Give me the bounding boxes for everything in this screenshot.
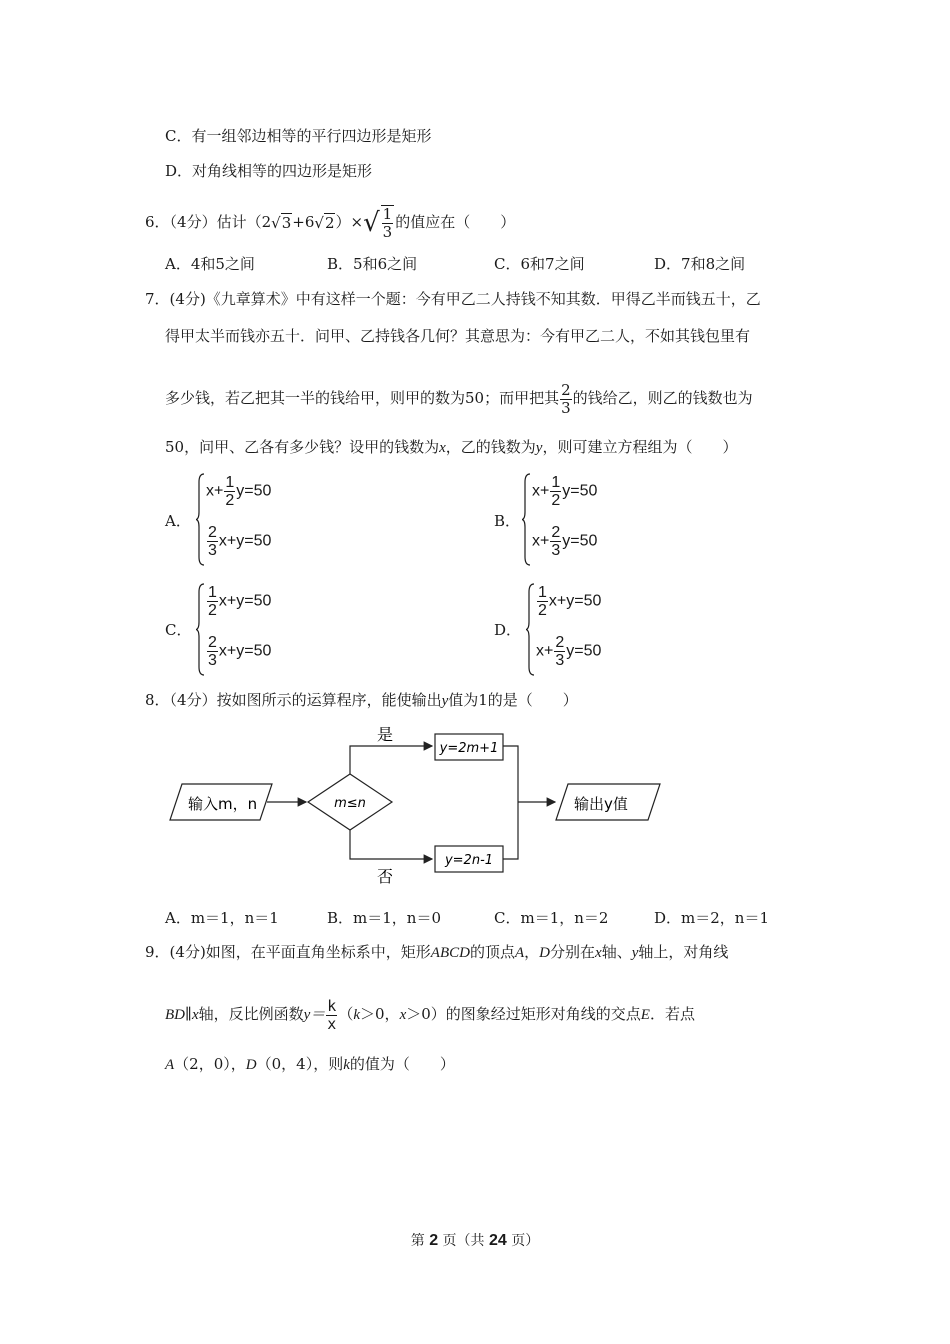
- flow-output-label: 输出y值: [574, 795, 628, 813]
- q9-text: 轴、: [601, 943, 632, 961]
- q7-label-b: B．: [494, 512, 521, 530]
- sqrt-2: √2: [314, 214, 335, 232]
- q9-text: 9．(4分)如图，在平面直角坐标系中，矩形: [145, 943, 431, 961]
- q5-option-d: D．对角线相等的四边形是矩形: [165, 162, 373, 180]
- q7-line-2: 得甲太半而钱亦五十．问甲、乙持钱各几何？其意思为：今有甲乙二人，不如其钱包里有: [165, 327, 751, 345]
- q7-system-a: [196, 472, 316, 567]
- q7-label-a: A．: [165, 512, 191, 530]
- q9-text: ＞0）的图象经过矩形对角线的交点: [406, 1005, 641, 1023]
- footer-text: 第: [410, 1233, 430, 1249]
- flow-yes-formula: y=2m+1: [439, 741, 499, 756]
- fraction-two-thirds: $\frac{2}{3}$: [561, 380, 571, 417]
- q7-line-4: [165, 437, 737, 458]
- q9-var-x: x: [399, 1007, 407, 1023]
- flow-no-formula: y=2n-1: [444, 853, 494, 868]
- q6-option-c: C．6和7之间: [494, 255, 585, 273]
- q9-bd: BD: [165, 1007, 185, 1023]
- q9-text: 分别在: [550, 943, 596, 961]
- brace-icon: [526, 582, 536, 677]
- q9-parallel: ∥: [185, 1005, 192, 1023]
- q9-text: 轴上，对角线: [638, 943, 729, 961]
- q9-point-a: A: [165, 1057, 175, 1073]
- q7-d-eq1: $\frac{1}{2}$ x+y=50: [538, 584, 602, 619]
- q9-point-e: E: [640, 1007, 650, 1023]
- q8-stem-a: 8．（4分）按如图所示的运算程序，能使输出: [145, 691, 442, 709]
- q6-option-d: D．7和8之间: [654, 255, 746, 273]
- q9-point-d: D: [539, 945, 551, 961]
- footer-text: 页）: [506, 1233, 540, 1249]
- q9-line-3: [165, 1054, 455, 1075]
- q8-stem-b: 值为1的是（ ）: [448, 691, 578, 709]
- q9-text: （2，0），: [174, 1055, 246, 1073]
- sqrt-fraction: √ $\frac{1}{3}$: [363, 205, 393, 241]
- q7-line-1: 7．(4分)《九章算术》中有这样一个题：今有甲乙二人持钱不知其数．甲得乙半而钱五十，乙: [145, 290, 761, 308]
- q9-text: 的顶点: [469, 943, 515, 961]
- brace-icon: [196, 582, 206, 677]
- q6-number: 6．: [145, 213, 170, 231]
- q5-option-c: C．有一组邻边相等的平行四边形是矩形: [165, 127, 432, 145]
- q9-text: （: [338, 1005, 354, 1023]
- flow-input-label: 输入m，n: [188, 795, 258, 813]
- q7-line-4a: 50，问甲、乙各有多少钱？设甲的钱数为: [165, 438, 440, 456]
- flowchart: [160, 722, 670, 892]
- fraction-k-over-x: $\frac{k}{x}$: [327, 996, 337, 1033]
- q7-label-d: D．: [494, 621, 522, 639]
- q6-text-plus: +6: [292, 213, 315, 231]
- q9-var-k: k: [343, 1057, 350, 1073]
- q7-d-eq2: x+ $\frac{2}{3}$ y=50: [536, 634, 602, 669]
- q8-stem: [145, 690, 578, 711]
- q7-line-4b: ，乙的钱数为: [445, 438, 536, 456]
- flow-condition: m≤n: [334, 796, 366, 811]
- q6-text-times: ）×: [335, 213, 364, 231]
- q9-text: 轴，反比例函数: [198, 1005, 304, 1023]
- q9-line-2: [165, 994, 695, 1035]
- q9-point-d: D: [245, 1057, 257, 1073]
- q7-system-d: [526, 582, 646, 677]
- q7-a-eq2: $\frac{2}{3}$ x+y=50: [208, 524, 272, 559]
- q6-tail: 的值应在（ ）: [395, 213, 516, 231]
- q7-line-3: [165, 378, 753, 418]
- q9-text: ＞0，: [360, 1005, 400, 1023]
- q7-label-c: C．: [165, 621, 192, 639]
- flow-yes-label: 是: [376, 725, 394, 744]
- q7-a-eq1: x+ $\frac{1}{2}$ y=50: [206, 474, 272, 509]
- q7-var-x: x: [439, 440, 446, 456]
- q6-option-b: B．5和6之间: [327, 255, 418, 273]
- sqrt-3: √3: [271, 214, 292, 232]
- q9-y-equals: y＝: [303, 1007, 326, 1023]
- q7-c-eq1: $\frac{1}{2}$ x+y=50: [208, 584, 272, 619]
- q9-point-a: A: [514, 945, 525, 961]
- q9-var-k: k: [353, 1007, 361, 1023]
- q8-option-d: D．m＝2，n＝1: [654, 909, 769, 927]
- q6-option-a: A．4和5之间: [165, 255, 255, 273]
- q8-option-c: C．m＝1，n＝2: [494, 909, 609, 927]
- q6-text: （4分）估计（2: [169, 213, 272, 231]
- page-total: 24: [489, 1232, 507, 1249]
- q6-stem: [145, 205, 515, 241]
- footer-text: 页（共: [438, 1233, 489, 1249]
- flow-no-label: 否: [376, 867, 394, 886]
- page-number: 2: [429, 1232, 439, 1249]
- q9-text: ．若点: [649, 1005, 695, 1023]
- q7-system-b: [522, 472, 642, 567]
- q9-text: ，: [524, 943, 540, 961]
- q7-b-eq2: x+ $\frac{2}{3}$ y=50: [532, 524, 598, 559]
- q7-line-3a: 多少钱，若乙把其一半的钱给甲，则甲的数为50；而甲把其: [165, 389, 560, 407]
- q9-var-x: x: [191, 1007, 199, 1023]
- brace-icon: [522, 472, 532, 567]
- q8-option-b: B．m＝1，n＝0: [327, 909, 441, 927]
- q7-system-c: [196, 582, 316, 677]
- page-footer: [0, 1230, 950, 1250]
- q9-var-y: y: [631, 945, 639, 961]
- q7-b-eq1: x+ $\frac{1}{2}$ y=50: [532, 474, 598, 509]
- q8-var-y: y: [441, 693, 449, 709]
- q7-line-4c: ，则可建立方程组为（ ）: [542, 438, 738, 456]
- q9-abcd: ABCD: [430, 945, 470, 961]
- brace-icon: [196, 472, 206, 567]
- q7-line-3b: 的钱给乙，则乙的钱数也为: [572, 389, 753, 407]
- q9-var-x: x: [595, 945, 602, 961]
- q8-option-a: A．m＝1，n＝1: [165, 909, 279, 927]
- q9-text: （0，4），则: [256, 1055, 344, 1073]
- q9-line-1: [145, 942, 728, 963]
- q7-c-eq2: $\frac{2}{3}$ x+y=50: [208, 634, 272, 669]
- q9-text: 的值为（ ）: [349, 1055, 455, 1073]
- q7-var-y: y: [535, 440, 543, 456]
